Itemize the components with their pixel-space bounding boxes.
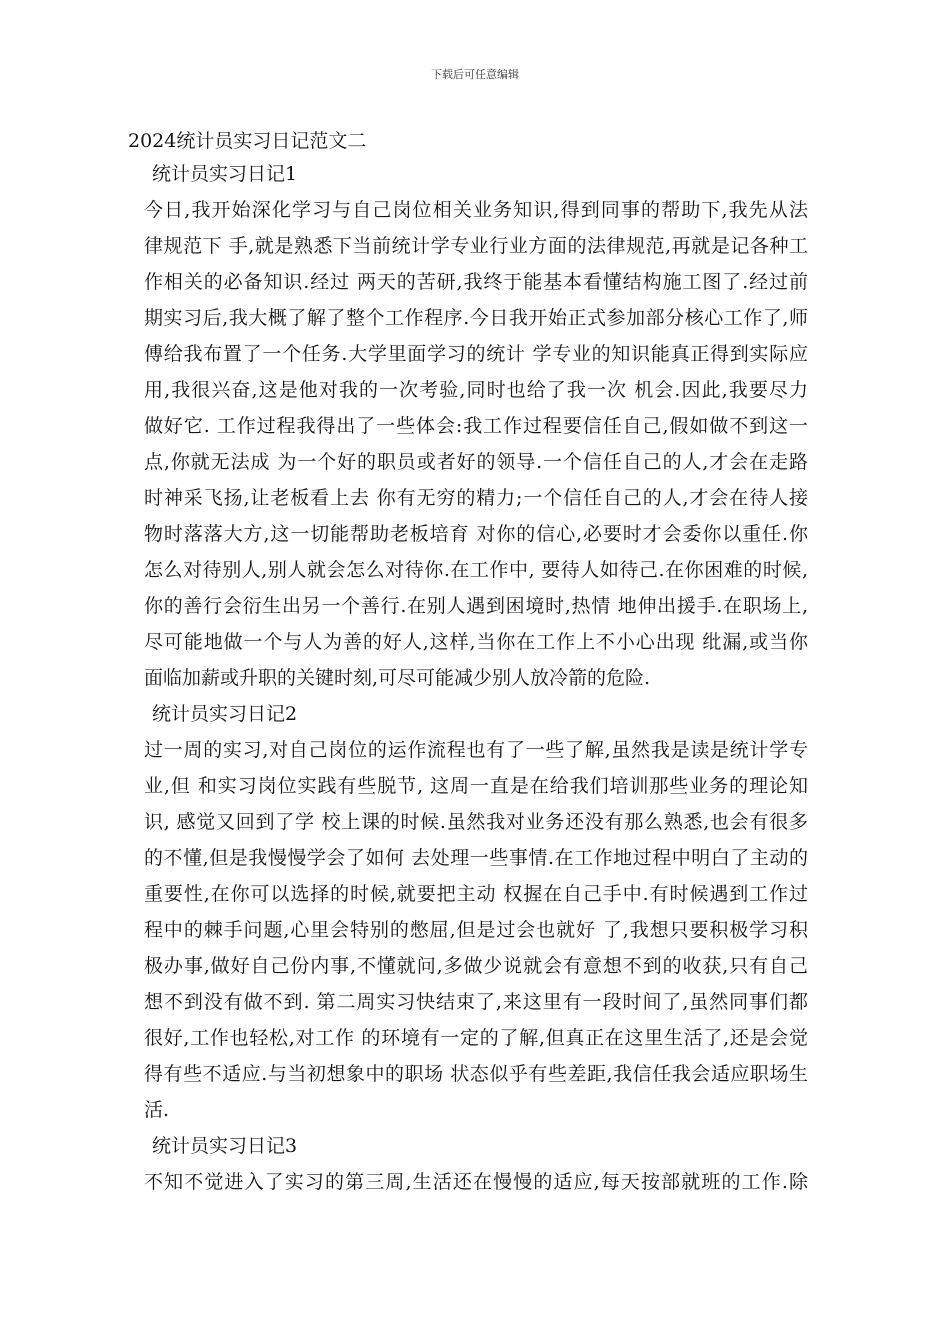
paragraph-line: 期实习后,我大概了解了整个工作程序.今日我开始正式参加部分核心工作了,师 (144, 307, 808, 329)
paragraph-line: 点,你就无法成 为一个好的职员或者好的领导.一个信任自己的人,才会在走路 (144, 451, 808, 473)
paragraph-line: 业,但 和实习岗位实践有些脱节, 这周一直是在给我们培训那些业务的理论知 (144, 775, 808, 797)
paragraph-line: 很好,工作也轻松,对工作 的环境有一定的了解,但真正在这里生活了,还是会觉 (144, 1027, 808, 1049)
document-title: 2024统计员实习日记范文二 (128, 130, 367, 152)
paragraph-line: 律规范下 手,就是熟悉下当前统计学专业行业方面的法律规范,再就是记各种工 (144, 235, 808, 257)
paragraph-line: 作相关的必备知识.经过 两天的苦研,我终于能基本看懂结构施工图了.经过前 (144, 271, 808, 293)
paragraph-line: 程中的棘手问题,心里会特别的憋屈,但是过会也就好 了,我想只要积极学习积 (144, 919, 808, 941)
entry-heading: 统计员实习日记2 (152, 703, 298, 725)
paragraph-line: 想不到没有做不到. 第二周实习快结束了,来这里有一段时间了,虽然同事们都 (144, 991, 808, 1013)
paragraph-line: 活. (144, 1099, 170, 1121)
paragraph-line: 极办事,做好自己份内事,不懂就问,多做少说就会有意想不到的收获,只有自己 (144, 955, 808, 977)
paragraph-line: 时神采飞扬,让老板看上去 你有无穷的精力;一个信任自己的人,才会在待人接 (144, 487, 808, 509)
paragraph-line: 不知不觉进入了实习的第三周,生活还在慢慢的适应,每天按部就班的工作.除 (144, 1171, 808, 1193)
paragraph-line: 面临加薪或升职的关键时刻,可尽可能减少别人放冷箭的危险. (144, 667, 651, 689)
paragraph-line: 重要性,在你可以选择的时候,就要把主动 权握在自己手中.有时候遇到工作过 (144, 883, 808, 905)
paragraph-line: 你的善行会衍生出另一个善行.在别人遇到困境时,热情 地伸出援手.在职场上, (144, 595, 808, 617)
paragraph-line: 傅给我布置了一个任务.大学里面学习的统计 学专业的知识能真正得到实际应 (144, 343, 808, 365)
paragraph-line: 的不懂,但是我慢慢学会了如何 去处理一些事情.在工作地过程中明白了主动的 (144, 847, 808, 869)
paragraph-line: 用,我很兴奋,这是他对我的一次考验,同时也给了我一次 机会.因此,我要尽力 (144, 379, 808, 401)
paragraph-line: 怎么对待别人,别人就会怎么对待你.在工作中, 要待人如待己.在你困难的时候, (144, 559, 808, 581)
paragraph-line: 物时落落大方,这一切能帮助老板培育 对你的信心,必要时才会委你以重任.你 (144, 523, 808, 545)
paragraph-line: 今日,我开始深化学习与自己岗位相关业务知识,得到同事的帮助下,我先从法 (144, 199, 808, 221)
entry-heading: 统计员实习日记1 (152, 163, 298, 185)
entry-heading: 统计员实习日记3 (152, 1135, 298, 1157)
paragraph-line: 尽可能地做一个与人为善的好人,这样,当你在工作上不小心出现 纰漏,或当你 (144, 631, 808, 653)
paragraph-line: 过一周的实习,对自己岗位的运作流程也有了一些了解,虽然我是读是统计学专 (144, 739, 808, 761)
paragraph-line: 识, 感觉又回到了学 校上课的时候.虽然我对业务还没有那么熟悉,也会有很多 (144, 811, 808, 833)
header-note: 下载后可任意编辑 (431, 68, 519, 81)
paragraph-line: 做好它. 工作过程我得出了一些体会:我工作过程要信任自己,假如做不到这一 (144, 415, 808, 437)
paragraph-line: 得有些不适应.与当初想象中的职场 状态似乎有些差距,我信任我会适应职场生 (144, 1063, 808, 1085)
